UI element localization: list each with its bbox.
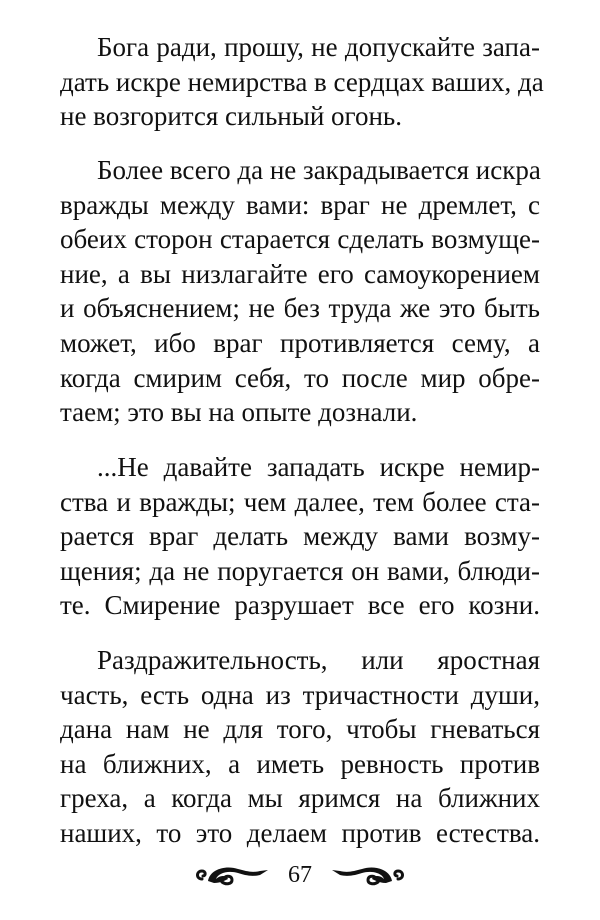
paragraph-2 (60, 153, 540, 430)
text-line: часть, есть одна из тричастности души, (60, 679, 540, 710)
text-line: может, ибо враг противляется сему, а (60, 327, 540, 358)
text-line: когда смирим себя, то после мир обре- (60, 362, 540, 393)
text-line: дана нам не для того, чтобы гневаться (60, 714, 540, 745)
text-line: Бога ради, прошу, не допускайте запа- (97, 32, 540, 62)
paragraph-1 (60, 30, 544, 134)
text-line: Более всего да не закрадывается искра (97, 155, 541, 185)
text-line: и объяснением; не без труда же это быть (60, 293, 540, 324)
text-line: греха, а когда мы яримся на ближних (60, 783, 540, 814)
text-line: ние, а вы низлагайте его самоукорением (60, 258, 540, 289)
page-number: 67 (288, 862, 312, 888)
text-line: не возгорится сильный огонь. (60, 101, 402, 132)
text-line: обеих сторон старается сделать возмуще- (60, 224, 540, 255)
text-line: ...Не давайте западать искре немир- (97, 452, 540, 482)
text-line: вражды между вами: враг не дремлет, с (60, 189, 540, 220)
text-line: ства и вражды; чем далее, тем более ста- (60, 486, 540, 517)
paragraph-3 (60, 450, 540, 623)
text-line: щения; да не поругается он вами, блюди- (60, 555, 540, 586)
paragraph-4 (60, 643, 540, 851)
left-scroll-ornament-icon (194, 861, 274, 889)
text-line: на ближних, а иметь ревность против (60, 748, 540, 779)
text-line: рается враг делать между вами возму- (60, 521, 540, 552)
text-line: таем; это вы на опыте дознали. (60, 397, 418, 428)
text-line: Раздражительность, или яростная (97, 645, 540, 675)
text-line: те. Смирение разрушает все его козни. (60, 590, 540, 621)
right-scroll-ornament-icon (326, 861, 406, 889)
page-footer (0, 855, 600, 895)
text-line: дать искре немирства в сердцах ваших, да (60, 66, 544, 97)
text-line: наших, то это делаем против естества. (60, 817, 540, 848)
